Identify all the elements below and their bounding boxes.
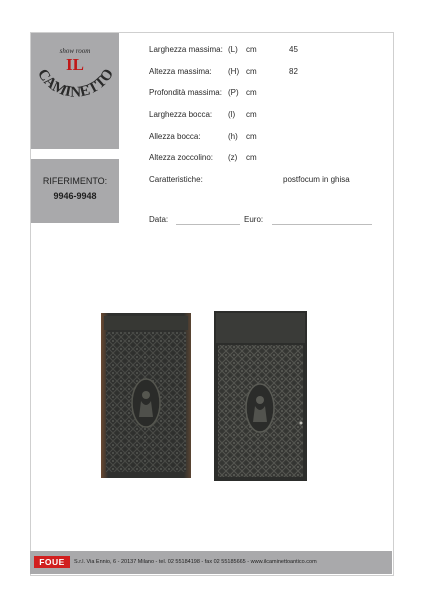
spec-unit: cm bbox=[246, 88, 257, 98]
spec-unit: cm bbox=[246, 131, 257, 141]
fireback-photo-right bbox=[214, 311, 307, 481]
spec-value: 82 bbox=[289, 66, 298, 76]
spec-row-zoccolino bbox=[149, 153, 385, 175]
euro-label: Euro: bbox=[244, 215, 264, 224]
fireback-photo-left bbox=[101, 313, 191, 478]
spec-label: Larghezza bocca: bbox=[149, 110, 213, 120]
logo-wordmark bbox=[31, 33, 119, 149]
spec-row-larghezza bbox=[149, 45, 385, 67]
reference-value: 9946-9948 bbox=[53, 191, 97, 201]
footer-address: S.r.l. Via Ennio, 6 - 20137 Milano - tel. 02 55184198 - fax 02 55185665 - www.ilcaminettoantico.com bbox=[74, 559, 317, 565]
spec-code: (l) bbox=[228, 110, 236, 120]
spec-value: postfocum in ghisa bbox=[283, 175, 350, 185]
spec-unit: cm bbox=[246, 45, 257, 54]
spec-row-larghezza-bocca bbox=[149, 110, 385, 132]
spec-label: Larghezza massima: bbox=[149, 45, 223, 54]
reference-box bbox=[31, 159, 119, 223]
spec-row-altezza-bocca bbox=[149, 132, 385, 154]
spec-label: Altezza zoccolino: bbox=[149, 153, 214, 163]
spec-code: (h) bbox=[228, 131, 238, 141]
svg-text:CAMINETTO bbox=[34, 66, 117, 100]
date-label: Data: bbox=[149, 215, 169, 224]
spec-code: (P) bbox=[228, 88, 239, 98]
fireback-image bbox=[101, 313, 191, 478]
fireback-image bbox=[214, 311, 307, 481]
spec-row-profondita bbox=[149, 88, 385, 110]
logo bbox=[31, 33, 119, 149]
spec-label: Allezza bocca: bbox=[149, 131, 201, 141]
spec-unit: cm bbox=[246, 153, 257, 163]
spec-code: (L) bbox=[228, 45, 238, 54]
document-sheet bbox=[30, 32, 394, 576]
logo-name: CAMINETTO bbox=[34, 66, 118, 101]
spec-label: Caratteristiche: bbox=[149, 175, 203, 185]
footer-brand-logo: FOUE bbox=[34, 556, 70, 568]
spec-code: (H) bbox=[228, 66, 240, 76]
spec-label: Altezza massima: bbox=[149, 66, 212, 76]
spec-unit: cm bbox=[246, 110, 257, 120]
date-field-line bbox=[176, 224, 240, 225]
spec-code: (z) bbox=[228, 153, 238, 163]
spec-row-altezza bbox=[149, 67, 385, 89]
specifications bbox=[149, 45, 385, 197]
logo-il: IL bbox=[66, 55, 84, 74]
logo-tagline: show room bbox=[59, 47, 91, 55]
spec-unit: cm bbox=[246, 66, 257, 76]
spec-label: Profondità massima: bbox=[149, 88, 222, 98]
reference-label: RIFERIMENTO: bbox=[42, 176, 108, 186]
spec-value: 45 bbox=[289, 45, 298, 54]
footer-bar bbox=[30, 551, 392, 574]
spec-row-caratteristiche bbox=[149, 175, 385, 197]
euro-field-line bbox=[272, 224, 372, 225]
